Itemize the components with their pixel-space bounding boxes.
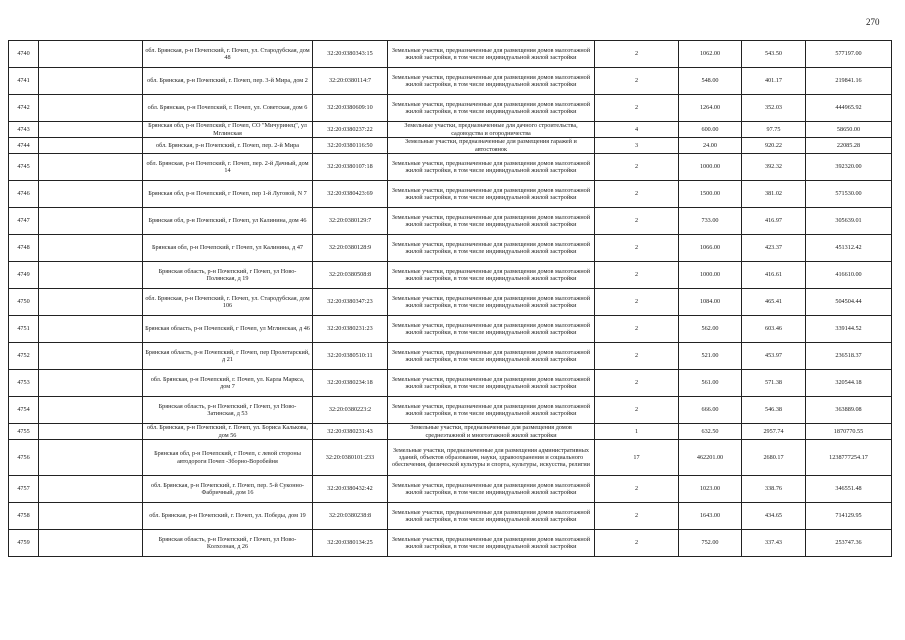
land-use-cell: Земельные участки, предназначенные для размещения домов малоэтажной жилой застройки, в том числе индивидуальной жилой застройки [388, 316, 595, 343]
cadastral-number-cell: 32:20:0380231:43 [313, 424, 388, 440]
cadastral-value-cell: 714129.95 [806, 503, 892, 530]
address-cell: Брянская область, р-н Почепский, г Почеп, ул Ново-Колхозная, д 26 [143, 530, 313, 557]
address-cell: обл. Брянская, р-н Почепский, г. Почеп, ул. Стародубская, дом 106 [143, 289, 313, 316]
address-cell: обл. Брянская, р-н Почепский, г. Почеп, ул. Карла Маркса, дом 7 [143, 370, 313, 397]
blank-cell [39, 41, 143, 68]
cadastral-number-cell: 32:20:0380423:69 [313, 181, 388, 208]
land-use-cell: Земельные участки, предназначенные для размещения гаражей и автостоянок [388, 138, 595, 154]
blank-cell [39, 397, 143, 424]
land-use-cell: Земельные участки, предназначенные для дачного строительства, садоводства и огородничества [388, 122, 595, 138]
blank-cell [39, 181, 143, 208]
cadastral-number-cell: 32:20:0380223:2 [313, 397, 388, 424]
area-cell: 1500.00 [679, 181, 742, 208]
group-cell: 2 [595, 154, 679, 181]
cadastral-number-cell: 32:20:0380238:8 [313, 503, 388, 530]
cadastral-value-cell: 416610.00 [806, 262, 892, 289]
address-cell: обл. Брянская, р-н Почепский, г. Почеп, ул. Победы, дом 19 [143, 503, 313, 530]
blank-cell [39, 208, 143, 235]
unit-value-cell: 337.43 [742, 530, 806, 557]
row-number-cell: 4751 [9, 316, 39, 343]
cadastral-value-cell: 1870770.55 [806, 424, 892, 440]
table-row [9, 343, 892, 370]
blank-cell [39, 235, 143, 262]
table-row [9, 138, 892, 154]
table-row [9, 476, 892, 503]
group-cell: 17 [595, 440, 679, 476]
blank-cell [39, 122, 143, 138]
land-use-cell: Земельные участки, предназначенные для размещения домов малоэтажной жилой застройки, в том числе индивидуальной жилой застройки [388, 289, 595, 316]
row-number-cell: 4748 [9, 235, 39, 262]
group-cell: 2 [595, 316, 679, 343]
cadastral-value-table [8, 40, 892, 557]
row-number-cell: 4743 [9, 122, 39, 138]
unit-value-cell: 571.38 [742, 370, 806, 397]
cadastral-value-cell: 58650.00 [806, 122, 892, 138]
cadastral-number-cell: 32:20:0380231:23 [313, 316, 388, 343]
land-use-cell: Земельные участки, предназначенные для размещения домов малоэтажной жилой застройки, в том числе индивидуальной жилой застройки [388, 41, 595, 68]
address-cell: Брянская область, р-н Почепский, г Почеп, ул Ново-Полянская, д 19 [143, 262, 313, 289]
blank-cell [39, 154, 143, 181]
unit-value-cell: 352.03 [742, 95, 806, 122]
area-cell: 561.00 [679, 370, 742, 397]
row-number-cell: 4752 [9, 343, 39, 370]
cadastral-number-cell: 32:20:0380234:18 [313, 370, 388, 397]
unit-value-cell: 543.50 [742, 41, 806, 68]
group-cell: 2 [595, 289, 679, 316]
address-cell: Брянская область, р-н Почепский, г Почеп, ул Ново-Затинская, д 53 [143, 397, 313, 424]
cadastral-value-cell: 444965.92 [806, 95, 892, 122]
address-cell: Брянская обл, р-н Почепский, г Почеп, ул Калинина, дом 46 [143, 208, 313, 235]
land-use-cell: Земельные участки, предназначенные для размещения домов малоэтажной жилой застройки, в том числе индивидуальной жилой застройки [388, 503, 595, 530]
table-row [9, 289, 892, 316]
address-cell: Брянская обл, р-н Почепский, г Почеп, СО "Мичуринец", ул Мглинская [143, 122, 313, 138]
address-cell: Брянская область, р-н Почепский, г Почеп, пер Пролетарский, д 21 [143, 343, 313, 370]
cadastral-value-cell: 571530.00 [806, 181, 892, 208]
area-cell: 666.00 [679, 397, 742, 424]
row-number-cell: 4755 [9, 424, 39, 440]
row-number-cell: 4753 [9, 370, 39, 397]
row-number-cell: 4741 [9, 68, 39, 95]
unit-value-cell: 401.17 [742, 68, 806, 95]
group-cell: 4 [595, 122, 679, 138]
land-use-cell: Земельные участки, предназначенные для размещения домов малоэтажной жилой застройки, в том числе индивидуальной жилой застройки [388, 343, 595, 370]
table-row [9, 154, 892, 181]
group-cell: 2 [595, 503, 679, 530]
cadastral-value-cell: 1238777254.17 [806, 440, 892, 476]
address-cell: обл. Брянская, р-н Почепский, г. Почеп, ул. Стародубская, дом 48 [143, 41, 313, 68]
group-cell: 2 [595, 95, 679, 122]
cadastral-value-cell: 22085.28 [806, 138, 892, 154]
row-number-cell: 4742 [9, 95, 39, 122]
blank-cell [39, 370, 143, 397]
blank-cell [39, 440, 143, 476]
group-cell: 2 [595, 181, 679, 208]
table-row [9, 68, 892, 95]
table-row [9, 424, 892, 440]
address-cell: обл. Брянская, р-н Почепский, г. Почеп, ул. Бориса Калькова, дом 56 [143, 424, 313, 440]
area-cell: 632.50 [679, 424, 742, 440]
unit-value-cell: 603.46 [742, 316, 806, 343]
cadastral-number-cell: 32:20:0380101:233 [313, 440, 388, 476]
group-cell: 2 [595, 68, 679, 95]
area-cell: 1000.00 [679, 262, 742, 289]
blank-cell [39, 68, 143, 95]
table-row [9, 95, 892, 122]
unit-value-cell: 2680.17 [742, 440, 806, 476]
area-cell: 1000.00 [679, 154, 742, 181]
row-number-cell: 4757 [9, 476, 39, 503]
blank-cell [39, 316, 143, 343]
cadastral-value-cell: 363889.08 [806, 397, 892, 424]
group-cell: 2 [595, 208, 679, 235]
row-number-cell: 4750 [9, 289, 39, 316]
cadastral-number-cell: 32:20:0380432:42 [313, 476, 388, 503]
unit-value-cell: 2957.74 [742, 424, 806, 440]
unit-value-cell: 434.65 [742, 503, 806, 530]
unit-value-cell: 416.97 [742, 208, 806, 235]
blank-cell [39, 530, 143, 557]
land-use-cell: Земельные участки, предназначенные для размещения домов малоэтажной жилой застройки, в том числе индивидуальной жилой застройки [388, 397, 595, 424]
unit-value-cell: 546.38 [742, 397, 806, 424]
cadastral-value-cell: 451312.42 [806, 235, 892, 262]
unit-value-cell: 416.61 [742, 262, 806, 289]
cadastral-number-cell: 32:20:0380134:25 [313, 530, 388, 557]
area-cell: 1643.00 [679, 503, 742, 530]
unit-value-cell: 920.22 [742, 138, 806, 154]
group-cell: 3 [595, 138, 679, 154]
table-body [9, 41, 892, 557]
area-cell: 1264.00 [679, 95, 742, 122]
table-row [9, 397, 892, 424]
address-cell: обл. Брянская, р-н Почепский, г. Почеп, пер. 5-й Суконно-Фабричный, дом 16 [143, 476, 313, 503]
table-row [9, 503, 892, 530]
row-number-cell: 4744 [9, 138, 39, 154]
cadastral-number-cell: 32:20:0380114:7 [313, 68, 388, 95]
table-row [9, 530, 892, 557]
cadastral-value-cell: 392320.00 [806, 154, 892, 181]
area-cell: 521.00 [679, 343, 742, 370]
cadastral-number-cell: 32:20:0380347:23 [313, 289, 388, 316]
cadastral-number-cell: 32:20:0380510:11 [313, 343, 388, 370]
land-use-cell: Земельные участки, предназначенные для размещения домов малоэтажной жилой застройки, в том числе индивидуальной жилой застройки [388, 95, 595, 122]
blank-cell [39, 95, 143, 122]
address-cell: Брянская обл, р-н Почепский, г Почеп, пер 1-й Луговой, N 7 [143, 181, 313, 208]
unit-value-cell: 453.97 [742, 343, 806, 370]
cadastral-value-cell: 504504.44 [806, 289, 892, 316]
table-row [9, 316, 892, 343]
row-number-cell: 4740 [9, 41, 39, 68]
land-use-cell: Земельные участки, предназначенные для размещения домов малоэтажной жилой застройки, в том числе индивидуальной жилой застройки [388, 208, 595, 235]
area-cell: 1066.00 [679, 235, 742, 262]
address-cell: Брянская обл, р-н Почепский, г Почеп, с левой стороны автодороги Почеп -Зборно-Воробейня [143, 440, 313, 476]
address-cell: Брянская область, р-н Почепский, г Почеп, ул Мглинская, д 46 [143, 316, 313, 343]
unit-value-cell: 97.75 [742, 122, 806, 138]
row-number-cell: 4758 [9, 503, 39, 530]
land-use-cell: Земельные участки, предназначенные для размещения домов малоэтажной жилой застройки, в том числе индивидуальной жилой застройки [388, 154, 595, 181]
table-row [9, 370, 892, 397]
cadastral-number-cell: 32:20:0380609:10 [313, 95, 388, 122]
group-cell: 2 [595, 235, 679, 262]
blank-cell [39, 476, 143, 503]
area-cell: 1023.00 [679, 476, 742, 503]
cadastral-value-cell: 236518.37 [806, 343, 892, 370]
area-cell: 600.00 [679, 122, 742, 138]
land-use-cell: Земельные участки, предназначенные для размещения домов малоэтажной жилой застройки, в том числе индивидуальной жилой застройки [388, 181, 595, 208]
blank-cell [39, 289, 143, 316]
address-cell: обл. Брянская, р-н Почепский, г. Почеп, ул. Советская, дом 6 [143, 95, 313, 122]
row-number-cell: 4759 [9, 530, 39, 557]
cadastral-number-cell: 32:20:0380237:22 [313, 122, 388, 138]
unit-value-cell: 392.32 [742, 154, 806, 181]
address-cell: обл. Брянская, р-н Почепский, г. Почеп, пер. 3-й Мира, дом 2 [143, 68, 313, 95]
address-cell: обл. Брянская, р-н Почепский, г. Почеп, пер. 2-й Дачный, дом 14 [143, 154, 313, 181]
blank-cell [39, 262, 143, 289]
cadastral-number-cell: 32:20:0380116:50 [313, 138, 388, 154]
group-cell: 2 [595, 343, 679, 370]
land-use-cell: Земельные участки, предназначенные для размещения домов среднеэтажной и многоэтажной жилой застройки [388, 424, 595, 440]
cadastral-value-cell: 320544.18 [806, 370, 892, 397]
blank-cell [39, 138, 143, 154]
cadastral-value-cell: 339144.52 [806, 316, 892, 343]
table-row [9, 235, 892, 262]
group-cell: 2 [595, 530, 679, 557]
group-cell: 2 [595, 476, 679, 503]
land-use-cell: Земельные участки, предназначенные для размещения домов малоэтажной жилой застройки, в том числе индивидуальной жилой застройки [388, 262, 595, 289]
area-cell: 462201.00 [679, 440, 742, 476]
unit-value-cell: 338.76 [742, 476, 806, 503]
unit-value-cell: 381.02 [742, 181, 806, 208]
blank-cell [39, 343, 143, 370]
table-row [9, 41, 892, 68]
cadastral-value-cell: 305639.01 [806, 208, 892, 235]
area-cell: 1084.00 [679, 289, 742, 316]
land-use-cell: Земельные участки, предназначенные для размещения административных зданий, объектов образования, науки, здравоохранения и социального обеспечения, физической культуры и спорта, культуры, искусства, религии [388, 440, 595, 476]
page-number: 270 [866, 17, 880, 27]
group-cell: 2 [595, 397, 679, 424]
land-use-cell: Земельные участки, предназначенные для размещения домов малоэтажной жилой застройки, в том числе индивидуальной жилой застройки [388, 530, 595, 557]
table-row [9, 262, 892, 289]
unit-value-cell: 423.37 [742, 235, 806, 262]
area-cell: 1062.00 [679, 41, 742, 68]
row-number-cell: 4747 [9, 208, 39, 235]
area-cell: 562.00 [679, 316, 742, 343]
cadastral-number-cell: 32:20:0380129:7 [313, 208, 388, 235]
cadastral-value-cell: 346551.48 [806, 476, 892, 503]
row-number-cell: 4756 [9, 440, 39, 476]
table-row [9, 440, 892, 476]
cadastral-value-cell: 577197.00 [806, 41, 892, 68]
blank-cell [39, 424, 143, 440]
table-row [9, 122, 892, 138]
area-cell: 548.00 [679, 68, 742, 95]
land-use-cell: Земельные участки, предназначенные для размещения домов малоэтажной жилой застройки, в том числе индивидуальной жилой застройки [388, 235, 595, 262]
group-cell: 2 [595, 262, 679, 289]
row-number-cell: 4749 [9, 262, 39, 289]
cadastral-number-cell: 32:20:0380508:8 [313, 262, 388, 289]
group-cell: 2 [595, 370, 679, 397]
table-row [9, 208, 892, 235]
blank-cell [39, 503, 143, 530]
land-use-cell: Земельные участки, предназначенные для размещения домов малоэтажной жилой застройки, в том числе индивидуальной жилой застройки [388, 370, 595, 397]
unit-value-cell: 465.41 [742, 289, 806, 316]
row-number-cell: 4746 [9, 181, 39, 208]
land-use-cell: Земельные участки, предназначенные для размещения домов малоэтажной жилой застройки, в том числе индивидуальной жилой застройки [388, 68, 595, 95]
group-cell: 2 [595, 41, 679, 68]
area-cell: 752.00 [679, 530, 742, 557]
cadastral-number-cell: 32:20:0380128:9 [313, 235, 388, 262]
row-number-cell: 4754 [9, 397, 39, 424]
area-cell: 733.00 [679, 208, 742, 235]
cadastral-value-cell: 219841.16 [806, 68, 892, 95]
area-cell: 24.00 [679, 138, 742, 154]
land-use-cell: Земельные участки, предназначенные для размещения домов малоэтажной жилой застройки, в том числе индивидуальной жилой застройки [388, 476, 595, 503]
cadastral-number-cell: 32:20:0380343:15 [313, 41, 388, 68]
group-cell: 1 [595, 424, 679, 440]
address-cell: Брянская обл, р-н Почепский, г Почеп, ул Калинина, д 47 [143, 235, 313, 262]
cadastral-number-cell: 32:20:0380107:18 [313, 154, 388, 181]
table-row [9, 181, 892, 208]
cadastral-value-cell: 253747.36 [806, 530, 892, 557]
row-number-cell: 4745 [9, 154, 39, 181]
address-cell: обл. Брянская, р-н Почепский, г. Почеп, пер. 2-й Мира [143, 138, 313, 154]
